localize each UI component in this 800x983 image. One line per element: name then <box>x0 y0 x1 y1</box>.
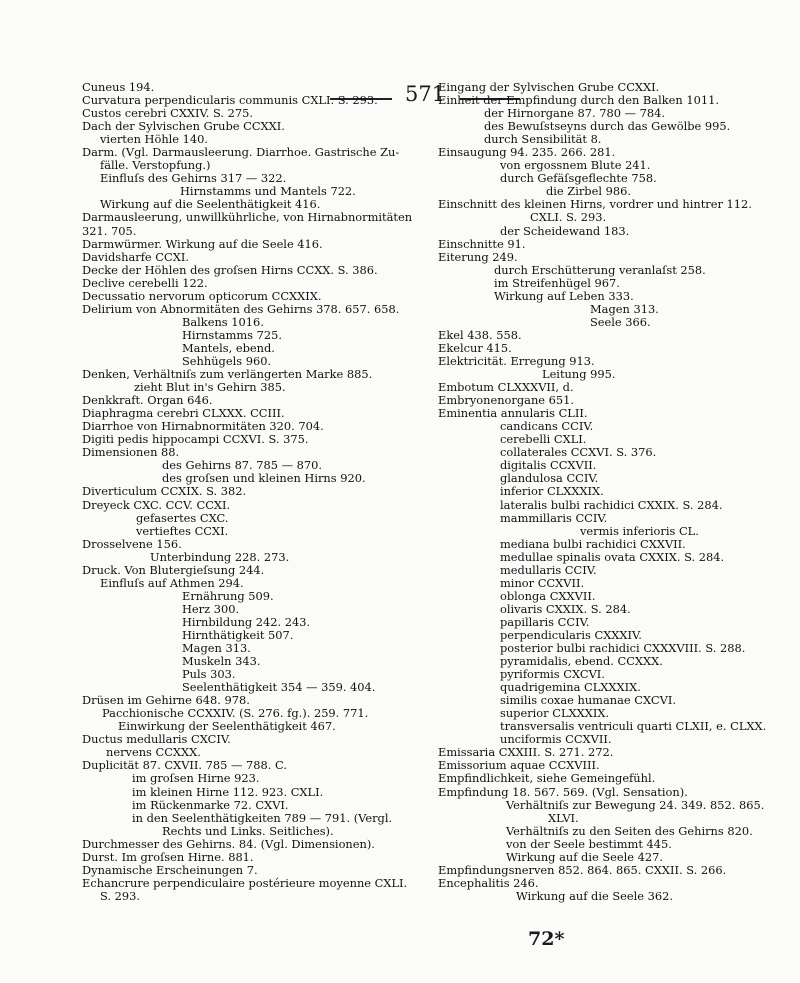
index-entry: glandulosa CCIV. <box>500 471 599 486</box>
index-entry: des Gehirns 87. 785 — 870. <box>162 458 323 473</box>
index-entry: vertieftes CCXI. <box>136 523 229 538</box>
index-entry: papillaris CCIV. <box>500 614 590 629</box>
index-entry: minor CCXVII. <box>500 575 585 590</box>
index-entry: Magen 313. <box>590 301 659 316</box>
index-entry: transversalis ventriculi quarti CLXII, e. CLXX. <box>500 719 767 734</box>
index-entry: Empfindungsnerven 852. 864. 865. CXXII. S. 266. <box>438 862 727 877</box>
index-entry: Eminentia annularis CLII. <box>438 406 588 421</box>
index-entry: CXLI. S. 293. <box>530 210 607 225</box>
index-entry: Dynamische Erscheinungen 7. <box>82 862 258 877</box>
index-entry: Dimensionen 88. <box>82 445 180 460</box>
index-entry: Einwirkung der Seelenthätigkeit 467. <box>118 719 336 734</box>
index-entry: XLVI. <box>548 810 579 825</box>
index-entry: im Streifenhügel 967. <box>494 275 620 290</box>
index-entry: Einfluſs auf Athmen 294. <box>100 575 244 590</box>
index-entry: Herz 300. <box>182 601 240 616</box>
index-entry: Dach der Sylvischen Grube CCXXI. <box>82 119 285 134</box>
index-entry: lateralis bulbi rachidici CXXIX. S. 284. <box>500 497 723 512</box>
index-entry: Durchmesser des Gehirns. 84. (Vgl. Dimensionen). <box>82 836 375 851</box>
index-entry: perpendicularis CXXXIV. <box>500 627 642 642</box>
index-entry: durch Gefäſsgeflechte 758. <box>500 171 657 186</box>
index-entry: Hirnthätigkeit 507. <box>182 627 294 642</box>
index-entry: Einsaugung 94. 235. 266. 281. <box>438 145 616 160</box>
index-entry: Hirnbildung 242. 243. <box>182 614 311 629</box>
index-entry: Custos cerebri CXXIV. S. 275. <box>82 106 254 121</box>
index-entry: Balkens 1016. <box>182 314 264 329</box>
index-entry: Wirkung auf die Seelenthätigkeit 416. <box>100 197 321 212</box>
index-entry: von der Seele bestimmt 445. <box>506 836 672 851</box>
index-entry: Sehhügels 960. <box>182 353 272 368</box>
index-entry: digitalis CCXVII. <box>500 458 597 473</box>
index-entry: Verhältniſs zu den Seiten des Gehirns 820. <box>506 823 753 838</box>
index-entry: 321. 705. <box>82 223 137 238</box>
index-entry: die Zirbel 986. <box>546 184 631 199</box>
index-entry: olivaris CXXIX. S. 284. <box>500 601 631 616</box>
index-entry: gefasertes CXC. <box>136 510 229 525</box>
index-entry: Drüsen im Gehirne 648. 978. <box>82 693 250 708</box>
index-entry: Leitung 995. <box>542 367 616 382</box>
index-entry: der Hirnorgane 87. 780 — 784. <box>484 106 666 121</box>
index-entry: Encephalitis 246. <box>438 875 539 890</box>
index-entry: vermis inferioris CL. <box>580 523 699 538</box>
index-entry: Empfindlichkeit, siehe Gemeingefühl. <box>438 771 656 786</box>
index-entry: Diverticulum CCXIX. S. 382. <box>82 484 247 499</box>
index-entry: Declive cerebelli 122. <box>82 275 208 290</box>
index-entry: pyriformis CXCVI. <box>500 667 605 682</box>
index-entry: durch Sensibilität 8. <box>484 132 602 147</box>
index-entry: Empfindung 18. 567. 569. (Vgl. Sensation). <box>438 784 688 799</box>
index-entry: in den Seelenthätigkeiten 789 — 791. (Vergl. <box>132 810 393 825</box>
index-entry: durch Erschütterung veranlaſst 258. <box>494 262 706 277</box>
index-entry: Einfluſs des Gehirns 317 — 322. <box>100 171 287 186</box>
index-entry: S. 293. <box>100 888 141 903</box>
index-entry: Unterbindung 228. 273. <box>150 549 290 564</box>
index-entry: Darmausleerung, unwillkührliche, von Hirnabnormitäten <box>82 210 413 225</box>
index-entry: Curvatura perpendicularis communis CXLI. S. 293. <box>82 93 378 108</box>
index-entry: des groſsen und kleinen Hirns 920. <box>162 471 366 486</box>
index-entry: Emissaria CXXIII. S. 271. 272. <box>438 745 614 760</box>
index-entry: quadrigemina CLXXXIX. <box>500 680 641 695</box>
index-entry: Einschnitte 91. <box>438 236 526 251</box>
index-entry: mediana bulbi rachidici CXXVII. <box>500 536 686 551</box>
index-entry: Ductus medullaris CXCIV. <box>82 732 231 747</box>
index-entry: der Scheidewand 183. <box>500 223 630 238</box>
index-entry: Verhältniſs zur Bewegung 24. 349. 852. 865. <box>506 797 765 812</box>
index-entry: Davidsharfe CCXI. <box>82 249 189 264</box>
index-entry: Diaphragma cerebri CLXXX. CCIII. <box>82 406 285 421</box>
index-entry: Ekel 438. 558. <box>438 327 522 342</box>
index-entry: medullaris CCIV. <box>500 562 597 577</box>
index-entry: Digiti pedis hippocampi CCXVI. S. 375. <box>82 432 309 447</box>
index-entry: Ernährung 509. <box>182 588 274 603</box>
index-entry: Hirnstamms 725. <box>182 327 283 342</box>
index-entry: vierten Höhle 140. <box>100 132 209 147</box>
index-entry: collaterales CCXVI. S. 376. <box>500 445 657 460</box>
index-entry: im groſsen Hirne 923. <box>132 771 260 786</box>
index-entry: Embryonenorgane 651. <box>438 393 575 408</box>
index-entry: Durst. Im groſsen Hirne. 881. <box>82 849 254 864</box>
index-entry: Eiterung 249. <box>438 249 518 264</box>
index-entry: pyramidalis, ebend. CCXXX. <box>500 654 663 669</box>
index-entry: candicans CCIV. <box>500 419 594 434</box>
index-entry: des Bewuſstseyns durch das Gewölbe 995. <box>484 119 731 134</box>
index-entry: Mantels, ebend. <box>182 340 275 355</box>
index-entry: Dreyeck CXC. CCV. CCXI. <box>82 497 231 512</box>
index-entry: Eingang der Sylvischen Grube CCXXI. <box>438 80 660 94</box>
index-entry: unciformis CCXVII. <box>500 732 612 747</box>
index-entry: Delirium von Abnormitäten des Gehirns 378. 657. 658. <box>82 301 400 316</box>
index-entry: von ergossnem Blute 241. <box>500 158 651 173</box>
index-entry: inferior CLXXXIX. <box>500 484 604 499</box>
index-column-left <box>82 81 422 903</box>
index-entry: Seele 366. <box>590 314 651 329</box>
index-entry: Ekelcur 415. <box>438 340 512 355</box>
index-entry: Denken, Verhältniſs zum verlängerten Marke 885. <box>82 367 373 382</box>
index-entry: Muskeln 343. <box>182 654 261 669</box>
signature-mark: 72* <box>528 928 565 950</box>
index-entry: oblonga CXXVII. <box>500 588 596 603</box>
index-entry: Cuneus 194. <box>82 80 155 94</box>
index-entry: Emissorium aquae CCXVIII. <box>438 758 600 773</box>
index-entry: mammillaris CCIV. <box>500 510 608 525</box>
index-entry: Einheit der Empfindung durch den Balken 1011. <box>438 93 719 108</box>
index-entry: Diarrhoe von Hirnabnormitäten 320. 704. <box>82 419 324 434</box>
index-entry: Wirkung auf die Seele 362. <box>516 888 673 903</box>
index-entry: posterior bulbi rachidici CXXXVIII. S. 288. <box>500 641 746 656</box>
index-entry: Decussatio nervorum opticorum CCXXIX. <box>82 288 322 303</box>
index-entry: Druck. Von Blutergieſsung 244. <box>82 562 265 577</box>
index-entry: Denkkraft. Organ 646. <box>82 393 213 408</box>
index-entry: Elektricität. Erregung 913. <box>438 353 595 368</box>
index-entry: Pacchionische CCXXIV. (S. 276. fg.). 259. 771. <box>102 706 369 721</box>
index-entry: cerebelli CXLI. <box>500 432 587 447</box>
index-entry: fälle. Verstopfung.) <box>100 158 211 173</box>
index-entry: Darm. (Vgl. Darmausleerung. Diarrhoe. Gastrische Zu- <box>82 145 400 160</box>
index-entry: Magen 313. <box>182 641 251 656</box>
index-entry: Rechts und Links. Seitliches). <box>162 823 334 838</box>
index-column-right <box>438 81 788 903</box>
index-entry: superior CLXXXIX. <box>500 706 610 721</box>
page-number: 571 <box>405 82 446 106</box>
index-entry: Wirkung auf die Seele 427. <box>506 849 663 864</box>
index-entry: Seelenthätigkeit 354 — 359. 404. <box>182 680 376 695</box>
index-entry: im Rückenmarke 72. CXVI. <box>132 797 289 812</box>
index-entry: Decke der Höhlen des groſsen Hirns CCXX. S. 386. <box>82 262 378 277</box>
index-entry: Embotum CLXXXVII, d. <box>438 380 574 395</box>
index-entry: Wirkung auf Leben 333. <box>494 288 634 303</box>
index-entry: Hirnstamms und Mantels 722. <box>180 184 356 199</box>
index-entry: Drosselvene 156. <box>82 536 182 551</box>
index-entry: similis coxae humanae CXCVI. <box>500 693 676 708</box>
index-entry: Darmwürmer. Wirkung auf die Seele 416. <box>82 236 323 251</box>
index-entry: Echancrure perpendiculaire postérieure moyenne CXLI. <box>82 875 408 890</box>
index-entry: Puls 303. <box>182 667 236 682</box>
index-entry: Einschnitt des kleinen Hirns, vordrer und hintrer 112. <box>438 197 752 212</box>
index-entry: im kleinen Hirne 112. 923. CXLI. <box>132 784 324 799</box>
index-entry: nervens CCXXX. <box>106 745 201 760</box>
index-entry: medullae spinalis ovata CXXIX. S. 284. <box>500 549 725 564</box>
index-entry: Duplicität 87. CXVII. 785 — 788. C. <box>82 758 287 773</box>
index-entry: zieht Blut in's Gehirn 385. <box>134 380 286 395</box>
